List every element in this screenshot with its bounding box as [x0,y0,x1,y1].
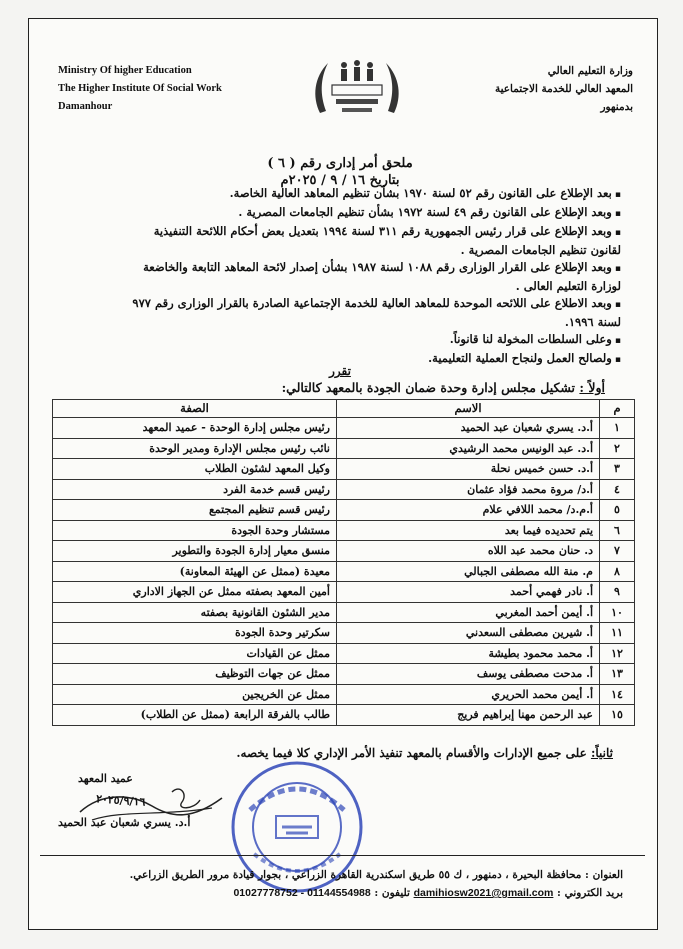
member-role: ممثل عن جهات التوظيف [53,664,337,685]
table-row [53,623,635,644]
table-row [53,541,635,562]
clause: ▪ وبعد الإطلاع على قرار رئيس الجمهورية رقم ٣١١ لسنة ١٩٩٤ بتعديل بعض أحكام اللائحة التنفيذية [61,224,621,241]
member-role: ممثل عن الخريجين [53,684,337,705]
english-header-ministry: Ministry Of higher Education [58,65,192,76]
member-role: رئيس قسم خدمة الفرد [53,479,337,500]
member-role: ممثل عن القيادات [53,643,337,664]
clause-continuation: لقانون تنظيم الجامعات المصرية . [460,243,621,257]
member-role: أمين المعهد بصفته ممثل عن الجهاز الاداري [53,582,337,603]
row-number: ١٤ [600,684,635,705]
row-number: ١٠ [600,602,635,623]
phone-numbers: 01144554988 - 01027778752 [233,887,371,899]
table-row [53,643,635,664]
clause: ▪ وعلى السلطات المخولة لنا قانوناً. [61,332,621,349]
table-row [53,664,635,685]
member-name: أ.م.د/ محمد اللافي علام [337,500,600,521]
member-name: أ. أيمن أحمد المغربي [337,602,600,623]
row-number: ٣ [600,459,635,480]
footer [23,866,623,902]
member-role: رئيس قسم تنظيم المجتمع [53,500,337,521]
member-name: م. منة الله مصطفى الجبالي [337,561,600,582]
table-row [53,459,635,480]
decision-heading: تقرر [329,364,351,378]
signer-name: أ.د. يسري شعبان عبد الحميد [58,816,191,829]
phone-label: تليفون : [374,887,410,899]
arabic-header [495,62,633,116]
header-role: الصفة [53,400,337,418]
english-header [58,62,222,116]
arabic-header-institute: المعهد العالي للخدمة الاجتماعية [494,83,633,95]
english-header-institute: The Higher Institute Of Social Work [58,83,222,94]
footer-address: العنوان : محافظة البحيرة ، دمنهور ، ك ٥٥ طريق اسكندرية القاهرة الزراعي ، بجوار قيادة مرور الطريق الزراعي. [129,869,623,881]
row-number: ٧ [600,541,635,562]
member-name: أ. مدحت مصطفى يوسف [337,664,600,685]
footer-contact [23,884,623,902]
signature-date: ٢٠٢٥/٩/١٦ [95,792,146,809]
clause: ▪ وبعد الإطلاع على القانون رقم ٤٩ لسنة ١٩٧٢ بشأن تنظيم الجامعات المصرية . [61,205,621,222]
member-name: أ.د. يسري شعبان عبد الحميد [337,418,600,439]
clause-continuation: لوزارة التعليم العالى . [515,279,621,293]
section-one-heading [282,380,605,395]
member-name: عبد الرحمن مهنا إبراهيم فريج [337,705,600,726]
table-row [53,479,635,500]
member-name: أ.د/ مروة محمد فؤاد عثمان [337,479,600,500]
header-number: م [600,400,635,418]
handwritten-signature [72,772,242,842]
row-number: ٨ [600,561,635,582]
clause: ▪ وبعد الإطلاع على القرار الوزارى رقم ١٠٨٨ لسنة ١٩٨٧ بشأن إصدار لائحة المعاهد التابعة والخاضعة [61,260,621,277]
table-row [53,582,635,603]
table-row [53,438,635,459]
signer-title: عميد المعهد [78,772,133,785]
arabic-header-city: بدمنهور [600,101,633,113]
table-row [53,500,635,521]
member-role: رئيس مجلس إدارة الوحدة - عميد المعهد [53,418,337,439]
row-number: ١٣ [600,664,635,685]
section-two-label: ثانياً: [590,746,613,760]
member-name: أ. أيمن محمد الحريري [337,684,600,705]
member-role: مستشار وحدة الجودة [53,520,337,541]
table-row [53,684,635,705]
table-row [53,705,635,726]
section-one-label: أولاً : [579,380,605,395]
header-name: الاسم [337,400,600,418]
email-label: بريد الكتروني : [557,887,623,899]
member-role: طالب بالفرقة الرابعة (ممثل عن الطلاب) [53,705,337,726]
preamble-clauses [61,186,621,370]
row-number: ٩ [600,582,635,603]
section-one-text: تشكيل مجلس إدارة وحدة ضمان الجودة بالمعهد كالتالي: [281,380,576,395]
member-role: منسق معيار إدارة الجودة والتطوير [53,541,337,562]
clause: ▪ بعد الإطلاع على القانون رقم ٥٢ لسنة ١٩٧٠ بشأن تنظيم المعاهد العالية الخاصة. [61,186,621,203]
table-row [53,418,635,439]
table-row [53,520,635,541]
arabic-header-ministry: وزارة التعليم العالي [547,65,633,77]
member-role: معيدة (ممثل عن الهيئة المعاونة) [53,561,337,582]
row-number: ٥ [600,500,635,521]
english-header-city: Damanhour [58,101,113,112]
member-role: سكرتير وحدة الجودة [53,623,337,644]
member-name: يتم تحديده فيما بعد [337,520,600,541]
table-header-row [53,400,635,418]
member-name: أ. نادر فهمي أحمد [337,582,600,603]
member-role: نائب رئيس مجلس الإدارة ومدير الوحدة [53,438,337,459]
footer-divider [40,855,645,856]
document-date: بتاريخ ١٦ / ٩ / ٢٠٢٥م [280,173,400,188]
row-number: ١٢ [600,643,635,664]
member-name: أ. محمد محمود بطيشة [337,643,600,664]
institute-logo [306,55,408,125]
committee-table [52,399,635,726]
clause-continuation: لسنة ١٩٩٦. [564,315,621,329]
table-row [53,602,635,623]
row-number: ١١ [600,623,635,644]
member-name: أ.د. عبد الونيس محمد الرشيدي [337,438,600,459]
row-number: ٤ [600,479,635,500]
member-role: وكيل المعهد لشئون الطلاب [53,459,337,480]
document-title: ملحق أمر إدارى رقم ( ٦ ) [267,156,413,171]
table-row [53,561,635,582]
email-link[interactable]: damihiosw2021@gmail.com [413,887,554,899]
row-number: ٢ [600,438,635,459]
clause: ▪ وبعد الاطلاع على اللائحه الموحدة للمعاهد العالية للخدمة الإجتماعية الصادرة بالقرار الوزارى رقم ٩٧٧ [61,296,621,313]
member-name: د. حنان محمد عبد اللاه [337,541,600,562]
row-number: ٦ [600,520,635,541]
member-name: أ. شيرين مصطفى السعدني [337,623,600,644]
clause: ▪ ولصالح العمل ولنجاح العملية التعليمية. [61,351,621,368]
section-two-text: على جميع الإدارات والأقسام بالمعهد تنفيذ الأمر الإداري كلا فيما يخصه. [236,746,587,760]
row-number: ١ [600,418,635,439]
member-name: أ.د. حسن خميس نحلة [337,459,600,480]
row-number: ١٥ [600,705,635,726]
member-role: مدير الشئون القانونية بصفته [53,602,337,623]
